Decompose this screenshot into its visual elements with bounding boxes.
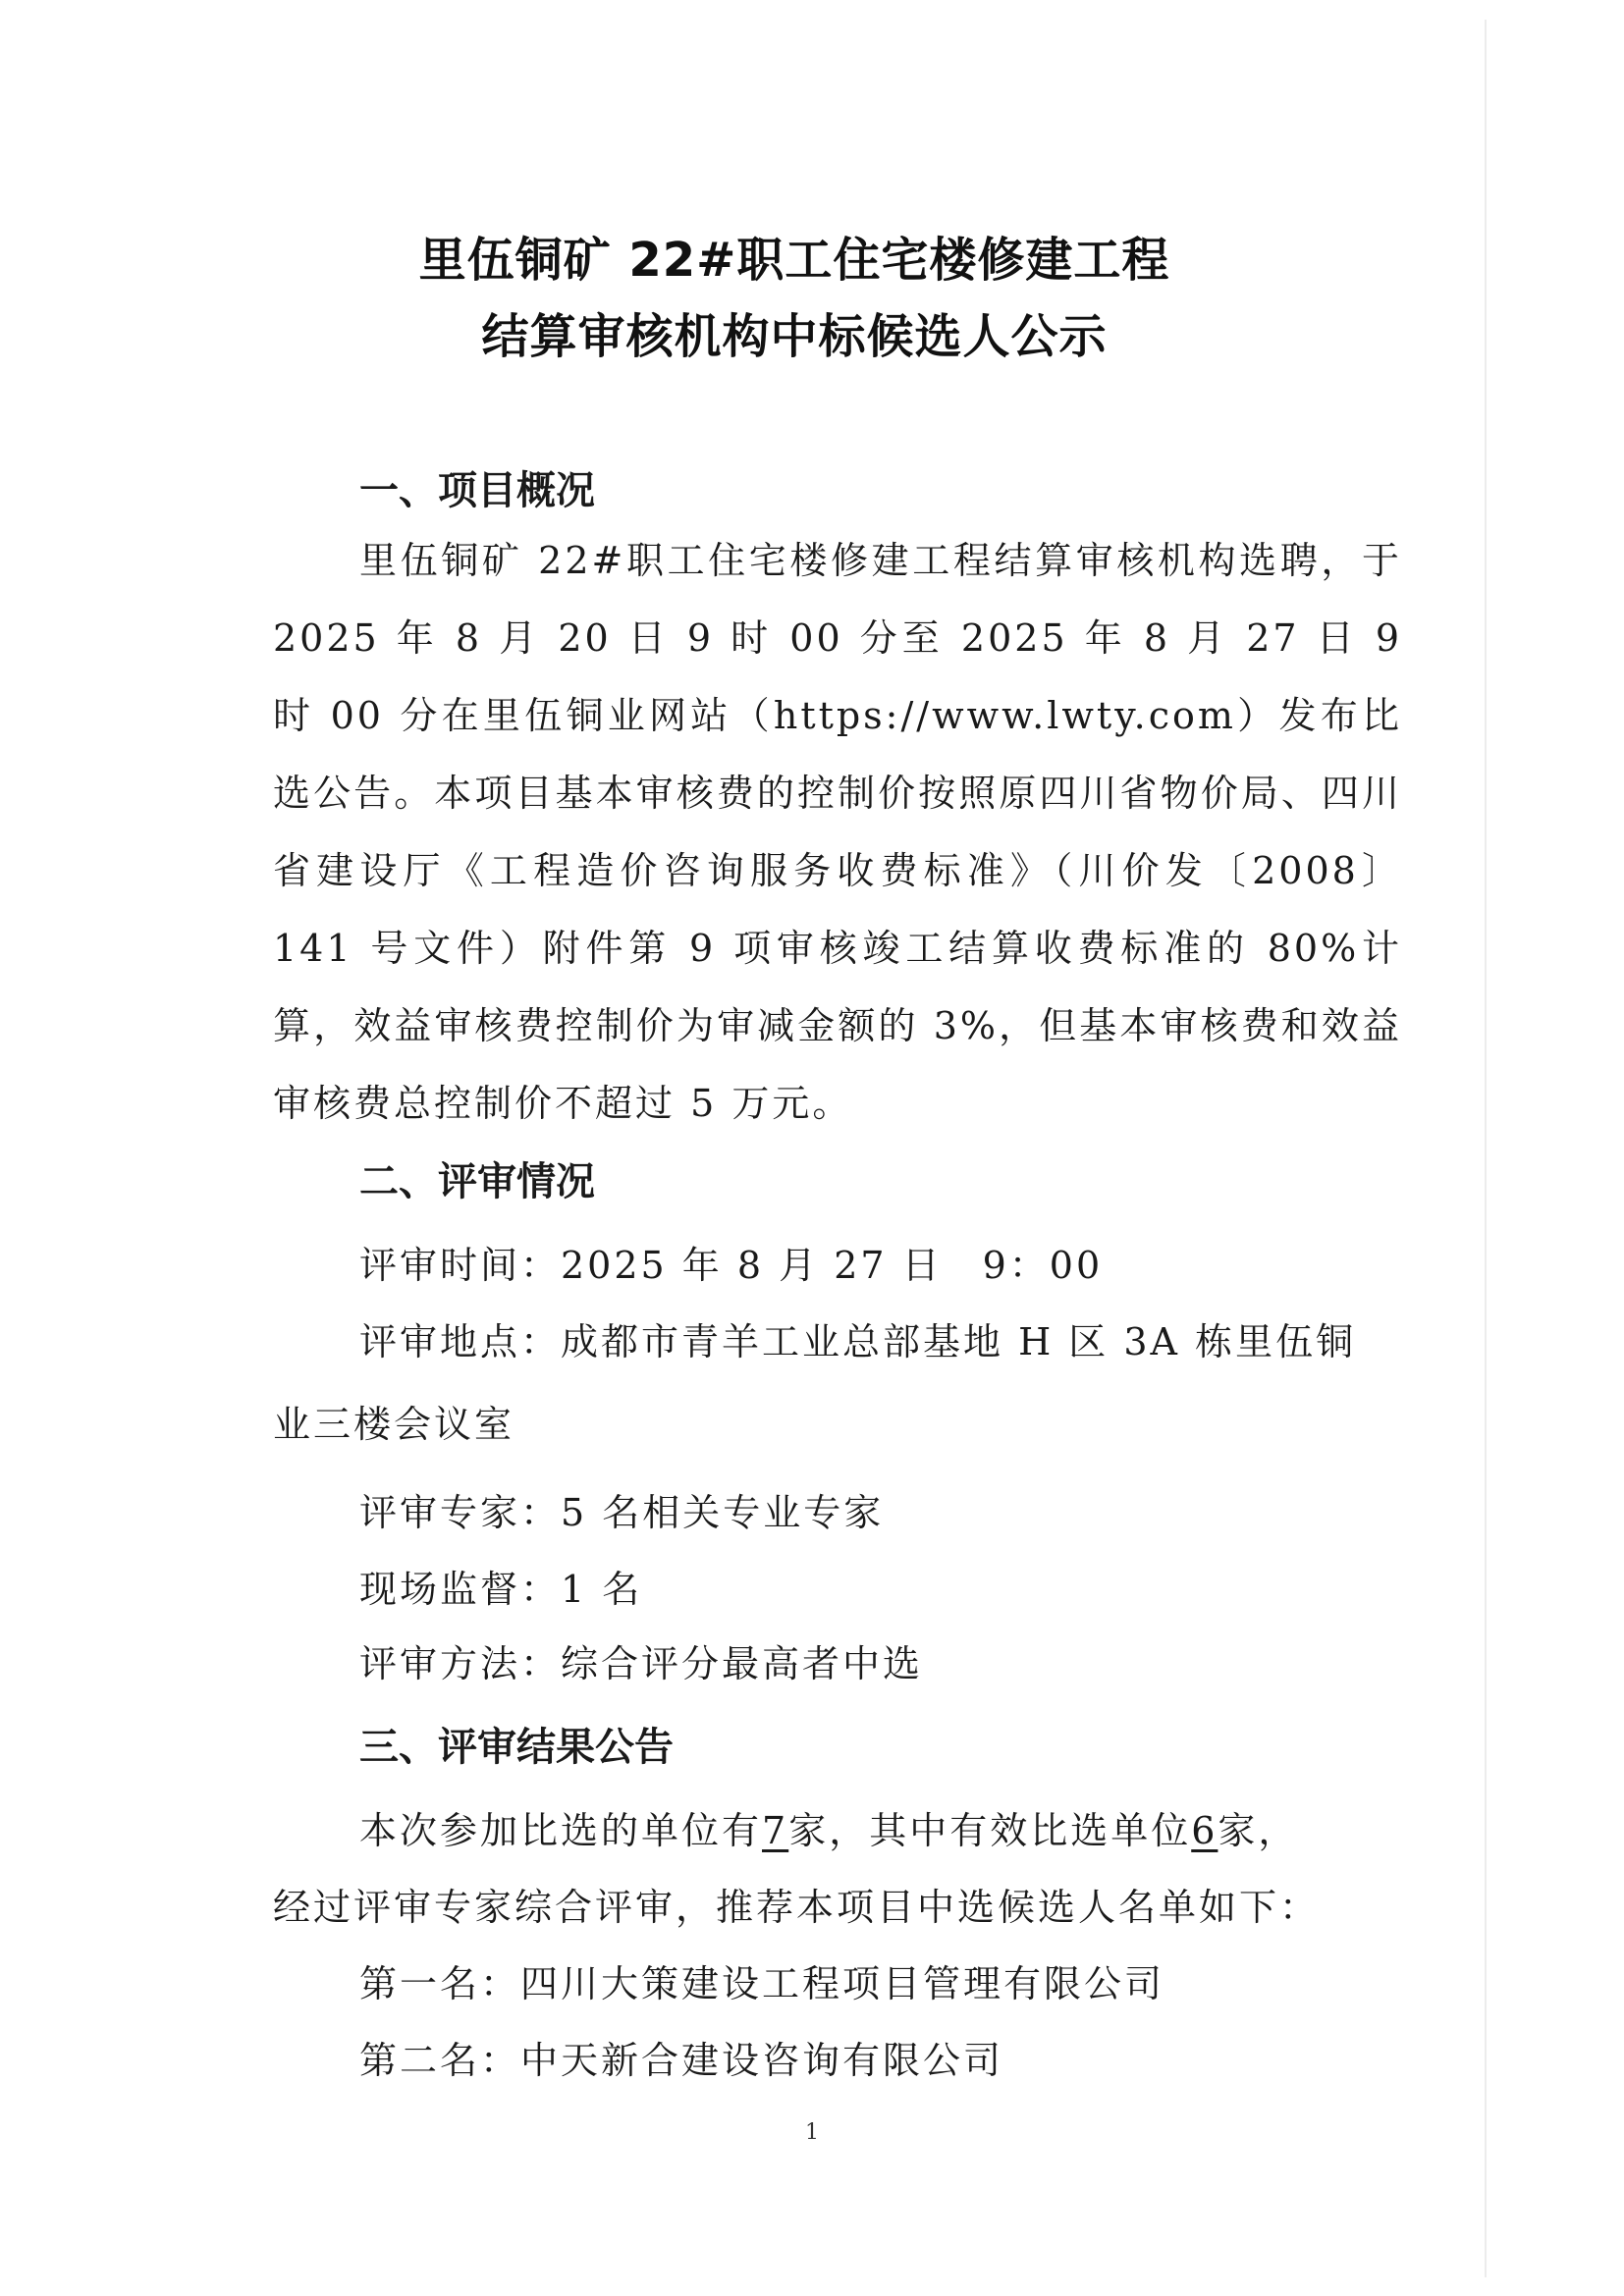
review-location-line-1: 评审地点：成都市青羊工业总部基地 H 区 3A 栋里伍铜 (359, 1320, 1357, 1363)
section-3-heading: 三、评审结果公告 (359, 1725, 674, 1770)
review-method: 评审方法：综合评分最高者中选 (359, 1642, 924, 1685)
participant-count: 7 (762, 1809, 789, 1852)
valid-participant-count: 6 (1191, 1809, 1218, 1852)
result-summary-part-3: 家， (1218, 1809, 1299, 1852)
result-summary-line-1 (359, 1800, 1298, 1854)
review-experts: 评审专家：5 名相关专业专家 (359, 1491, 885, 1534)
section-1-heading: 一、项目概况 (359, 468, 595, 513)
result-summary-part-2: 家，其中有效比选单位 (788, 1809, 1192, 1852)
review-supervision: 现场监督：1 名 (359, 1568, 643, 1611)
candidate-rank-2: 第二名：中天新合建设咨询有限公司 (359, 2039, 1004, 2082)
document-title-line-1: 里伍铜矿 22#职工住宅楼修建工程 (418, 233, 1170, 288)
section-1-paragraph: 里伍铜矿 22#职工住宅楼修建工程结算审核机构选聘，于 2025 年 8 月 20 日 9 时 00 分至 2025 年 8 月 27 日 9 时 00 分在里伍铜业网站（https://www.lwty.com）发布比选公告。本项目基本审核费的控制价按照原四川省物价局、四川省建设厅《工程造价咨询服务收费标准》（川价发〔2008〕141 号文件）附件第 9 项审核竣工结算收费标准的 80%计算，效益审核费控制价为审减金额的 3%，但基本审核费和效益审核费总控制价不超过 5 万元。 (273, 539, 1402, 1125)
review-time: 评审时间：2025 年 8 月 27 日 9：00 (359, 1244, 1104, 1287)
candidate-rank-1: 第一名：四川大策建设工程项目管理有限公司 (359, 1962, 1165, 2005)
page-number: 1 (805, 2120, 819, 2145)
result-summary-line-2: 经过评审专家综合评审，推荐本项目中选候选人名单如下： (273, 1886, 1321, 1929)
review-location-line-2: 业三楼会议室 (273, 1403, 515, 1446)
result-summary-part-1: 本次参加比选的单位有 (359, 1809, 763, 1852)
document-title-line-2: 结算审核机构中标候选人公示 (481, 309, 1108, 364)
section-2-heading: 二、评审情况 (359, 1159, 595, 1204)
